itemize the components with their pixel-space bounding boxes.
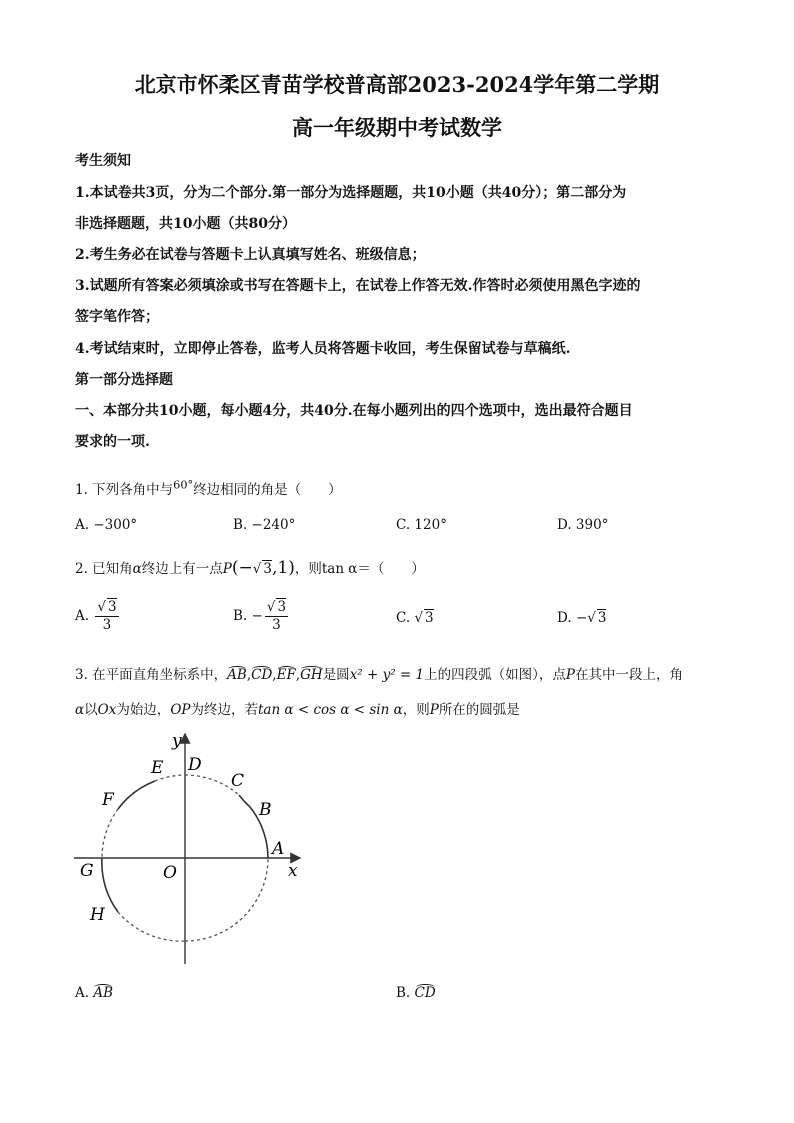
label-x: x bbox=[288, 861, 298, 881]
label-f: F bbox=[102, 790, 114, 810]
arc-gh bbox=[102, 858, 118, 912]
notice-line: 签字笔作答； bbox=[75, 309, 159, 325]
notice-line: 非选择题题，共10小题（共80分） bbox=[75, 216, 296, 232]
unit-circle-figure bbox=[60, 726, 320, 976]
q1-option-b[interactable]: B. −240° bbox=[233, 517, 296, 533]
notice-line: 1.本试卷共3页，分为二个部分.第一部分为选择题题，共10小题（共40分）；第二部分为 bbox=[75, 185, 627, 201]
arc-ef bbox=[118, 781, 155, 809]
arc-cd bbox=[239, 795, 250, 807]
label-g: G bbox=[80, 861, 94, 881]
notice-heading: 考生须知 bbox=[75, 153, 131, 169]
title-line1: 北京市怀柔区青苗学校普高部2023-2024学年第二学期 bbox=[134, 72, 660, 97]
q1-prefix: 1. 下列各角中与 bbox=[75, 482, 174, 498]
title-line2: 高一年级期中考试数学 bbox=[292, 115, 502, 140]
q3-option-b[interactable]: B. CD bbox=[396, 985, 436, 1001]
dashed-arc bbox=[185, 858, 268, 941]
label-o: O bbox=[163, 863, 177, 883]
notice-line: 2.考生务必在试卷与答题卡上认真填写姓名、班级信息； bbox=[75, 247, 426, 263]
q1-suffix: 终边相同的角是（ ） bbox=[193, 482, 342, 498]
part1-instruction: 要求的一项. bbox=[75, 434, 150, 450]
q2-option-d[interactable]: D. −√ 3 bbox=[557, 610, 607, 626]
q2-stem: 2. 已知角α终边上有一点P(−√ 3,1)，则tan α＝（ ） bbox=[75, 558, 425, 578]
dashed-arc bbox=[118, 912, 185, 941]
q1-option-a[interactable]: A. −300° bbox=[75, 517, 138, 533]
q3-option-a[interactable]: A. AB bbox=[75, 985, 114, 1001]
q2-option-c[interactable]: C. √ 3 bbox=[396, 610, 434, 626]
q3-stem-line1: 3. 在平面直角坐标系中，AB,CD,EF,GH是圆x² + y² = 1上的四段弧（如图），点P在其中一段上，角 bbox=[75, 667, 683, 683]
q1-angle: 60° bbox=[173, 478, 194, 492]
label-y: y bbox=[172, 731, 182, 751]
label-h: H bbox=[90, 905, 105, 925]
label-a: A bbox=[272, 839, 285, 859]
dashed-arc bbox=[102, 809, 118, 858]
q1-option-c[interactable]: C. 120° bbox=[396, 517, 447, 533]
label-e: E bbox=[151, 758, 164, 778]
q2-option-a[interactable]: A. $\frac{√ 3}{3}$ bbox=[75, 599, 117, 633]
part1-heading: 第一部分选择题 bbox=[75, 372, 173, 388]
part1-instruction: 一、本部分共10小题，每小题4分，共40分.在每小题列出的四个选项中，选出最符合题目 bbox=[75, 403, 633, 419]
q3-stem-line2: α以Ox为始边，OP为终边，若tan α < cos α < sin α，则P所在的圆弧是 bbox=[75, 702, 520, 718]
label-d: D bbox=[188, 755, 202, 775]
notice-line: 4.考试结束时，立即停止答卷，监考人员将答题卡收回，考生保留试卷与草稿纸. bbox=[75, 341, 571, 357]
label-b: B bbox=[259, 800, 272, 820]
q1-option-d[interactable]: D. 390° bbox=[557, 517, 609, 533]
q1-stem bbox=[75, 478, 342, 498]
notice-line: 3.试题所有答案必须填涂或书写在答题卡上，在试卷上作答无效.作答时必须使用黑色字迹的 bbox=[75, 278, 641, 294]
q2-option-b[interactable]: B. − $\frac{√ 3}{3}$ bbox=[233, 599, 287, 633]
label-c: C bbox=[231, 771, 245, 791]
